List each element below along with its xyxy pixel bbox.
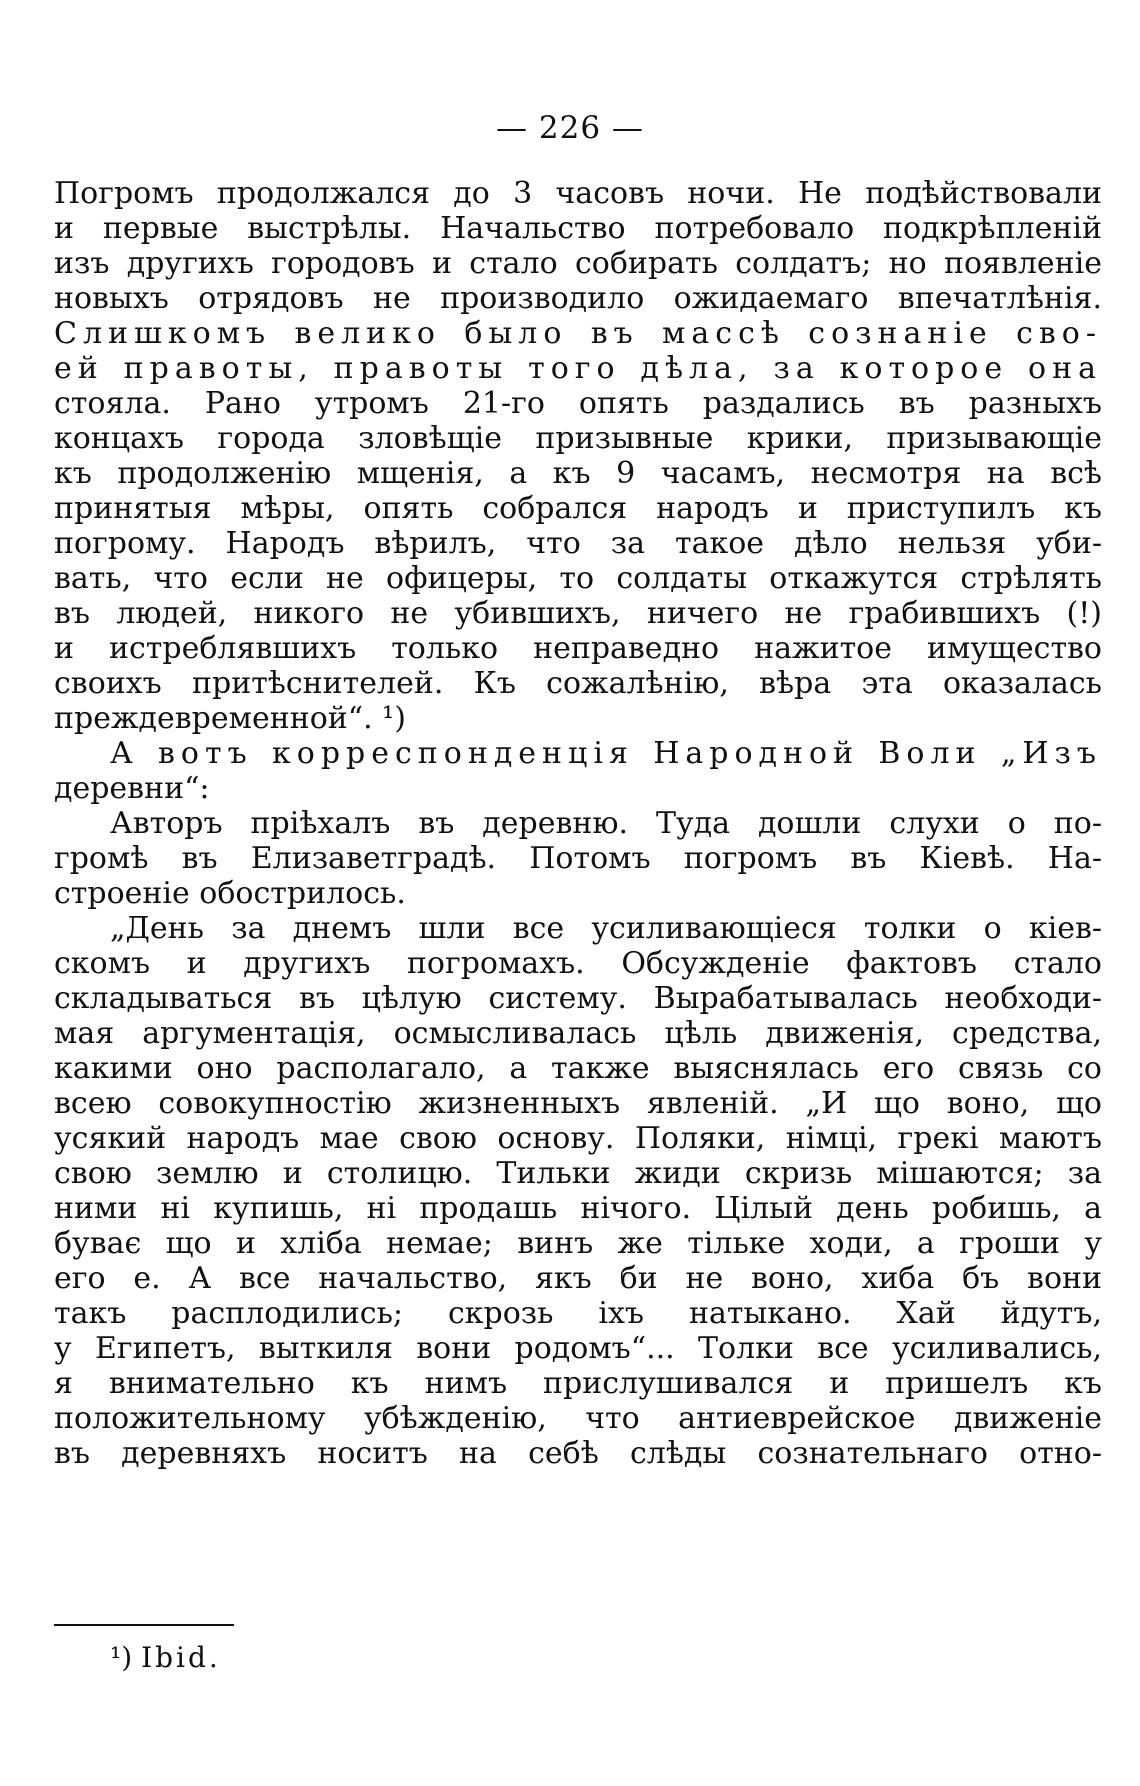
text-line: своихъ притѣснителей. Къ сожалѣнію, вѣра эта оказалась	[54, 666, 1102, 701]
footnote-divider	[54, 1624, 234, 1626]
text-line: я внимательно къ нимъ прислушивался и пришелъ къ	[54, 1366, 1102, 1401]
text-line: Авторъ пріѣхалъ въ деревню. Туда дошли слухи о по-	[110, 806, 1102, 841]
text-line: строеніе обострилось.	[54, 876, 406, 911]
text-line: какими оно располагало, а также выяснялась его связь со	[54, 1051, 1102, 1086]
text-line: погрому. Народъ вѣрилъ, что за такое дѣло нельзя уби-	[54, 526, 1102, 561]
text-line: мая аргументація, осмысливалась цѣль движенія, средства,	[54, 1016, 1102, 1051]
text-line: къ продолженію мщенія, а къ 9 часамъ, несмотря на всѣ	[54, 456, 1102, 491]
text-line: у Египетъ, выткиля вони родомъ“... Толки все усиливались,	[54, 1331, 1102, 1366]
text-line: преждевременной“. ¹)	[54, 701, 406, 736]
text-line: ними ні купишь, ні продашь нічого. Цілый день робишь, а	[54, 1191, 1102, 1226]
text-line: скомъ и другихъ погромахъ. Обсужденіе фактовъ стало	[54, 946, 1102, 981]
text-line: новыхъ отрядовъ не производило ожидаемаго впечатлѣнія.	[54, 281, 1102, 316]
text-line: громѣ въ Елизаветградѣ. Потомъ погромъ въ Кіевѣ. На-	[54, 841, 1102, 876]
text-line: въ деревняхъ носитъ на себѣ слѣды сознательнаго отно-	[54, 1436, 1102, 1471]
text-line: ей правоты, правоты того дѣла, за которое она	[54, 351, 1102, 386]
footnote	[110, 1640, 221, 1676]
text-line: вать, что если не офицеры, то солдаты откажутся стрѣлять	[54, 561, 1102, 596]
text-line: такъ расплодились; скрозь іхъ натыкано. Хай йдутъ,	[54, 1296, 1102, 1331]
text-line: принятыя мѣры, опять собрался народъ и приступилъ къ	[54, 491, 1102, 526]
page-number: — 226 —	[496, 110, 644, 146]
text-line: концахъ города зловѣщіе призывные крики, призывающіе	[54, 421, 1102, 456]
text-line: складываться въ цѣлую систему. Вырабатывалась необходи-	[54, 981, 1102, 1016]
text-line: А вотъ корреспонденція Народной Воли „Изъ	[110, 736, 1102, 771]
text-line: изъ другихъ городовъ и стало собирать солдатъ; но появленіе	[54, 246, 1102, 281]
text-line: стояла. Рано утромъ 21-го опять раздались въ разныхъ	[54, 386, 1102, 421]
text-line: усякий народъ мае свою основу. Поляки, німці, грекі маютъ	[54, 1121, 1102, 1156]
text-line: Слишкомъ велико было въ массѣ сознаніе сво-	[54, 316, 1102, 351]
text-line: буває що и хліба немае; винъ же тільке ходи, а гроши у	[54, 1226, 1102, 1261]
text-line: деревни“:	[54, 771, 210, 806]
text-line: „День за днемъ шли все усиливающіеся толки о кіев-	[110, 911, 1102, 946]
text-line: положительному убѣжденію, что антиеврейское движеніе	[54, 1401, 1102, 1436]
text-line: и первые выстрѣлы. Начальство потребовало подкрѣпленій	[54, 211, 1102, 246]
text-line: всею совокупностію жизненныхъ явленій. „И що воно, що	[54, 1086, 1102, 1121]
text-line: и истреблявшихъ только неправедно нажитое имущество	[54, 631, 1102, 666]
text-line: въ людей, никого не убившихъ, ничего не грабившихъ (!)	[54, 596, 1102, 631]
text-line: его е. А все начальство, якъ би не воно, хиба бъ вони	[54, 1261, 1102, 1296]
text-line: свою землю и столицю. Тильки жиди скризь мішаются; за	[54, 1156, 1102, 1191]
footnote-marker: ¹)	[110, 1641, 133, 1674]
text-line: Погромъ продолжался до 3 часовъ ночи. Не подѣйствовали	[54, 176, 1102, 211]
footnote-text: Ibid.	[141, 1641, 221, 1674]
